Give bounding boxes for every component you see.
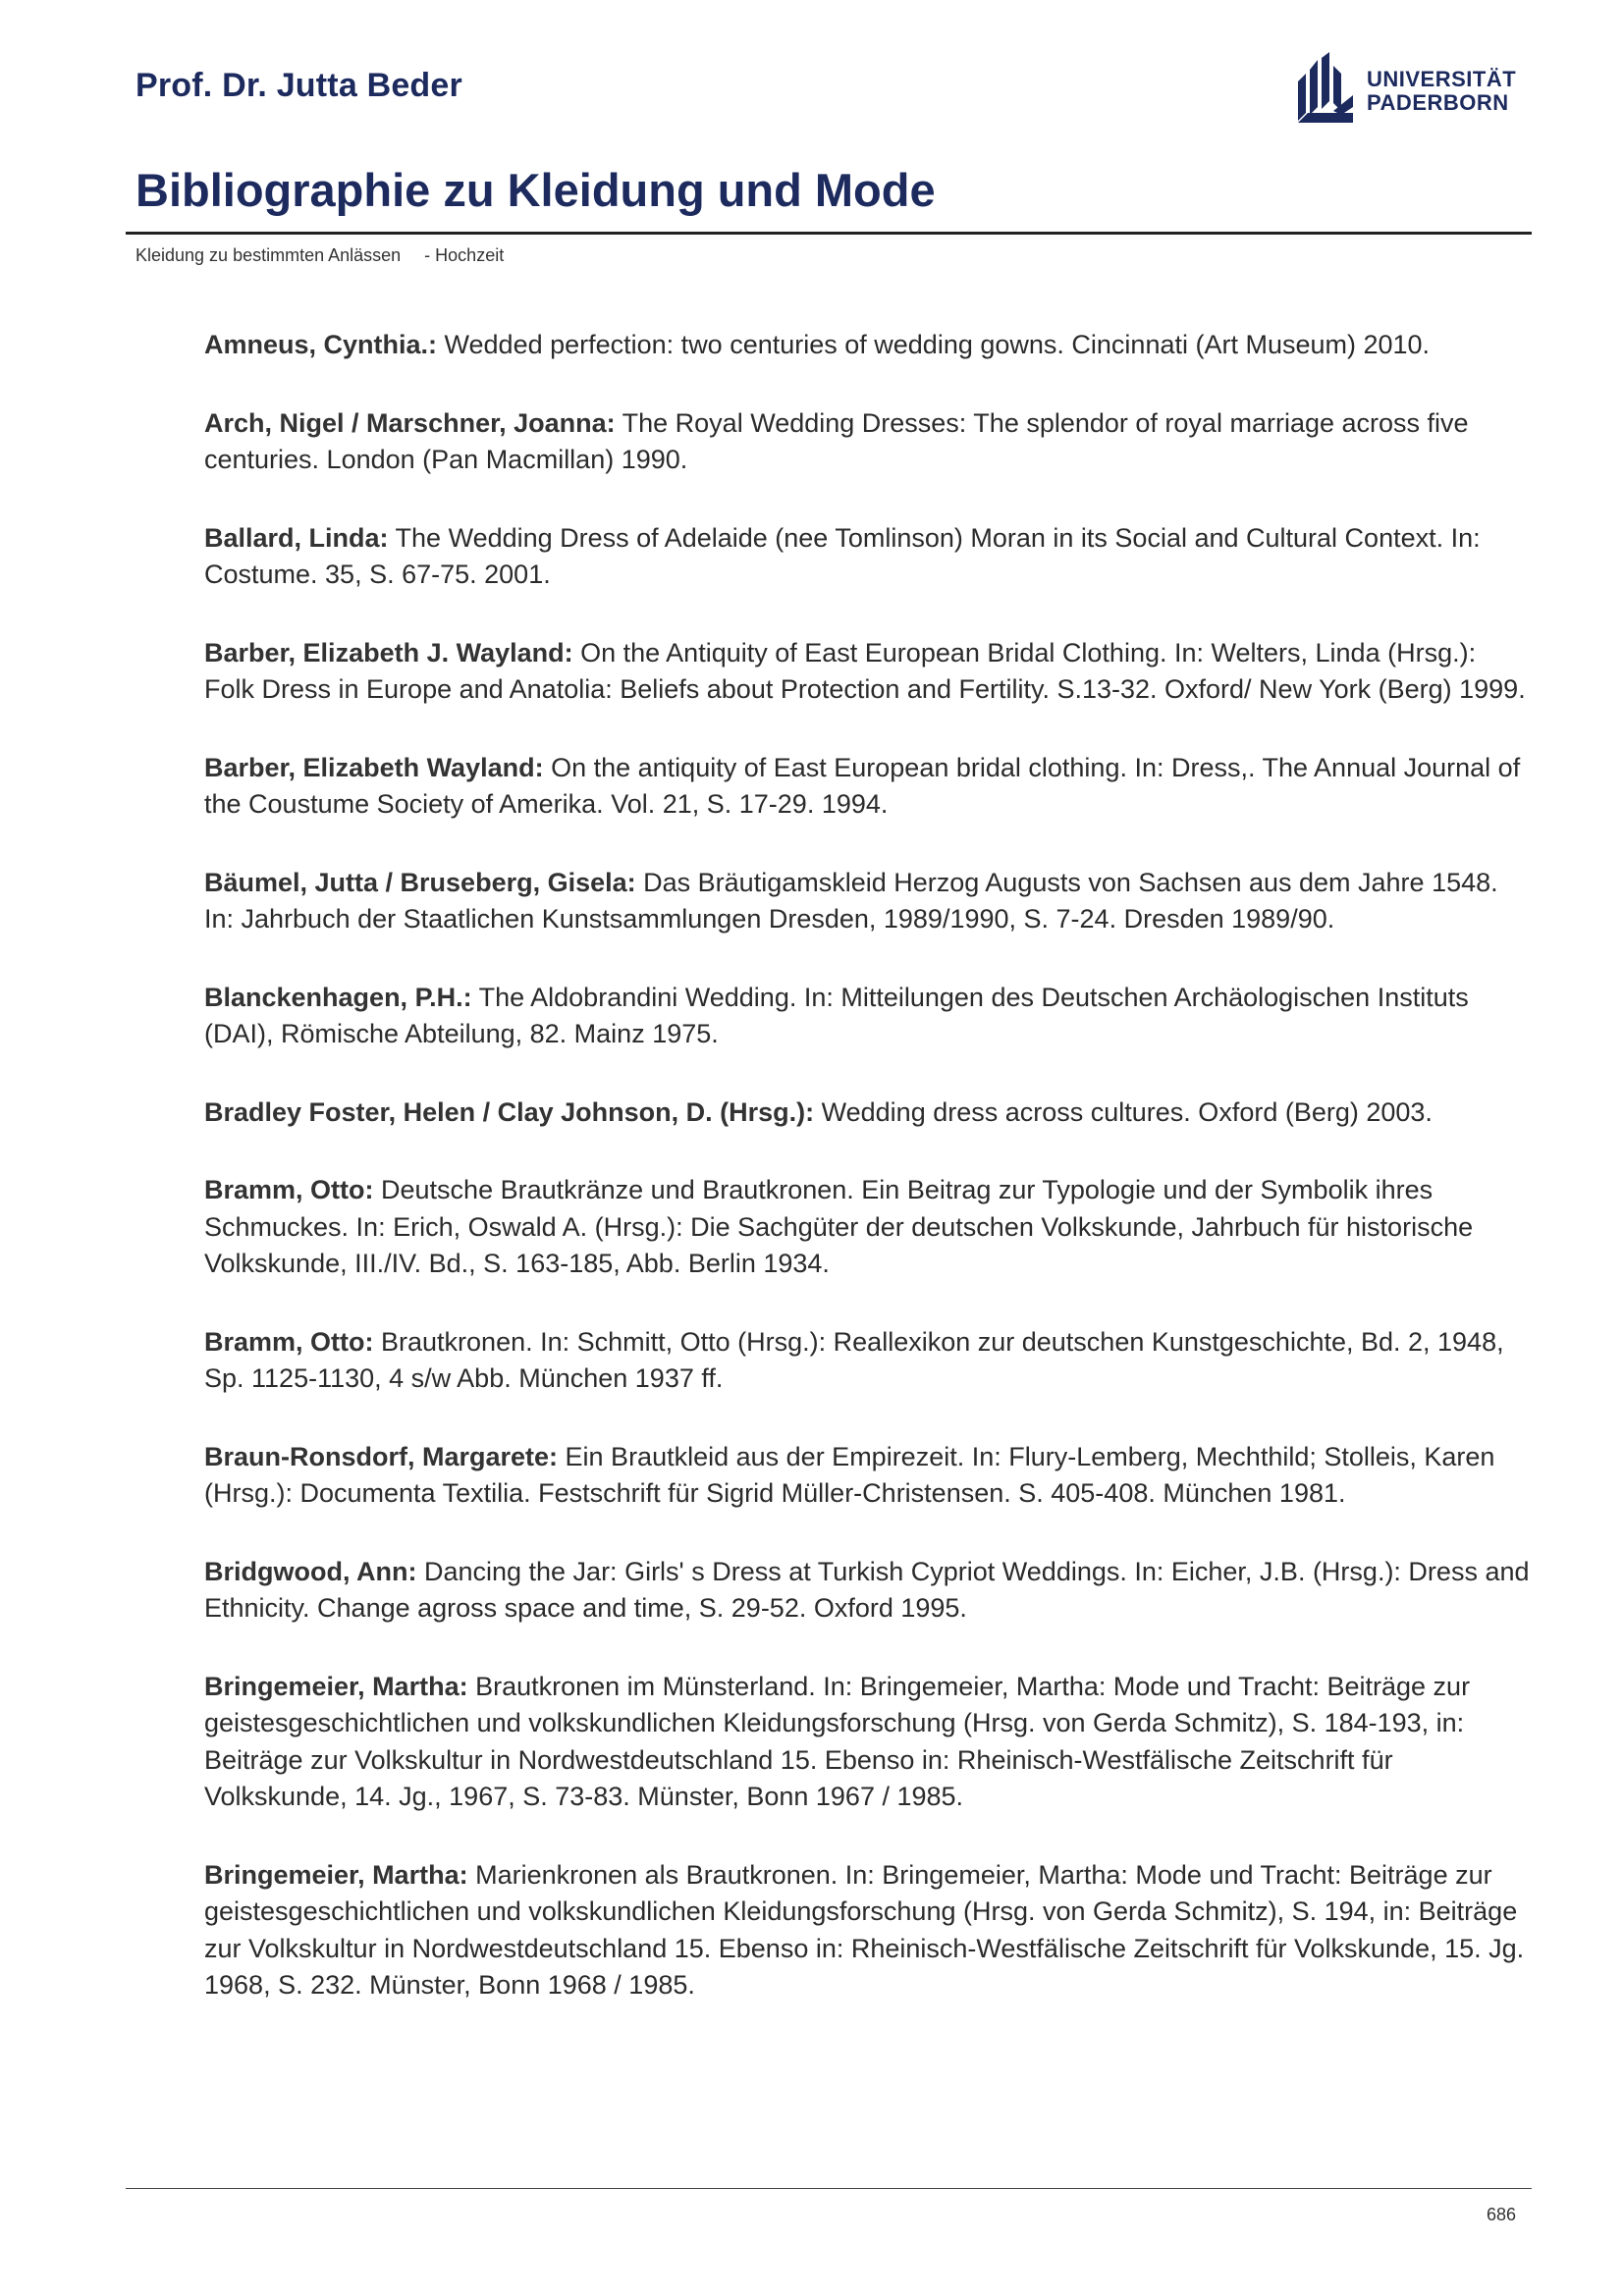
bibliography-entry bbox=[204, 405, 1530, 479]
logo-line-2: PADERBORN bbox=[1367, 90, 1509, 115]
bibliography-entry bbox=[204, 1172, 1530, 1283]
university-paderborn-logo-icon bbox=[1294, 52, 1357, 131]
bibliography-entry bbox=[204, 750, 1530, 824]
entry-author: Barber, Elizabeth J. Wayland: bbox=[204, 637, 573, 667]
entry-text: Ein Brautkleid aus der Empirezeit. In: Flury-Lemberg, Mechthild; Stolleis, Karen (Hrsg.): Documenta Textilia. Festschrift für Sigrid Müller-Christensen. S. 405-408. München 1981. bbox=[204, 1441, 1495, 1508]
entry-text: Deutsche Brautkränze und Brautkronen. Ein Beitrag zur Typologie und der Symbolik ihres Schmuckes. In: Erich, Oswald A. (Hrsg.): Die Sachgüter der deutschen Volkskunde, Jahrbuch für historische Volkskunde, III./IV. Bd., S. 163-185, Abb. Berlin 1934. bbox=[204, 1175, 1474, 1278]
entry-text: On the Antiquity of East European Bridal Clothing. In: Welters, Linda (Hrsg.): Folk Dress in Europe and Anatolia: Beliefs about Protection and Fertility. S.13-32. Oxford/ New York (Berg) 1999. bbox=[204, 637, 1526, 704]
entry-author: Barber, Elizabeth Wayland: bbox=[204, 752, 544, 782]
bibliography-entry bbox=[204, 1857, 1530, 2004]
bibliography-entry bbox=[204, 520, 1530, 594]
entry-author: Bramm, Otto: bbox=[204, 1326, 374, 1357]
entry-author: Bringemeier, Martha: bbox=[204, 1671, 468, 1701]
bibliography-entry bbox=[204, 1095, 1530, 1132]
entry-text: Das Bräutigamskleid Herzog Augusts von Sachsen aus dem Jahre 1548. In: Jahrbuch der Staatlichen Kunstsammlungen Dresden, 1989/1990, S. 7-24. Dresden 1989/90. bbox=[204, 867, 1498, 934]
entry-author: Ballard, Linda: bbox=[204, 522, 389, 553]
logo-line-1: UNIVERSITÄT bbox=[1367, 67, 1517, 91]
entry-author: Blanckenhagen, P.H.: bbox=[204, 982, 472, 1012]
entry-author: Bradley Foster, Helen / Clay Johnson, D. (Hrsg.): bbox=[204, 1096, 815, 1127]
entry-author: Bridgwood, Ann: bbox=[204, 1556, 417, 1586]
entry-text: Brautkronen im Münsterland. In: Bringemeier, Martha: Mode und Tracht: Beiträge zur geistesgeschichtlichen und volkskundlichen Kleidungsforschung (Hrsg. von Gerda Schmitz), S. 184-193, in: Beiträge zur Volkskultur in Nordwestdeutschland 15. Ebenso in: Rheinisch-Westfälische Zeitschrift für Volkskunde, 14. Jg., 1967, S. 73-83. Münster, Bonn 1967 / 1985. bbox=[204, 1671, 1471, 1811]
footer-divider bbox=[126, 2188, 1532, 2189]
page-number: 686 bbox=[1487, 2205, 1517, 2224]
author-name: Prof. Dr. Jutta Beder bbox=[135, 67, 462, 104]
bibliography-entry bbox=[204, 980, 1530, 1053]
breadcrumb bbox=[135, 245, 504, 266]
entry-text: Marienkronen als Brautkronen. In: Bringemeier, Martha: Mode und Tracht: Beiträge zur geistesgeschichtlichen und volkskundlichen Kleidungsforschung (Hrsg. von Gerda Schmitz), S. 194, in: Beiträge zur Volkskultur in Nordwestdeutschland 15. Ebenso in: Rheinisch-Westfälische Zeitschrift für Volkskunde, 15. Jg. 1968, S. 232. Münster, Bonn 1968 / 1985. bbox=[204, 1859, 1525, 2000]
entry-text: The Aldobrandini Wedding. In: Mitteilungen des Deutschen Archäologischen Instituts (DAI), Römische Abteilung, 82. Mainz 1975. bbox=[204, 982, 1469, 1048]
entry-text: Wedded perfection: two centuries of wedding gowns. Cincinnati (Art Museum) 2010. bbox=[437, 330, 1431, 359]
title-divider bbox=[126, 232, 1532, 235]
university-logo bbox=[1294, 51, 1530, 132]
document-title: Bibliographie zu Kleidung und Mode bbox=[135, 164, 936, 216]
entry-author: Bäumel, Jutta / Bruseberg, Gisela: bbox=[204, 867, 636, 897]
entry-text: Dancing the Jar: Girls' s Dress at Turkish Cypriot Weddings. In: Eicher, J.B. (Hrsg.): Dress and Ethnicity. Change agross space and time, S. 29-52. Oxford 1995. bbox=[204, 1556, 1530, 1623]
bibliography-list bbox=[204, 327, 1530, 2046]
entry-text: Wedding dress across cultures. Oxford (Berg) 2003. bbox=[814, 1096, 1433, 1127]
bibliography-entry bbox=[204, 1554, 1530, 1628]
bibliography-entry bbox=[204, 865, 1530, 938]
entry-author: Arch, Nigel / Marschner, Joanna: bbox=[204, 407, 616, 438]
logo-wordmark bbox=[1367, 68, 1516, 115]
entry-author: Bringemeier, Martha: bbox=[204, 1859, 468, 1890]
bibliography-entry bbox=[204, 327, 1530, 364]
entry-author: Braun-Ronsdorf, Margarete: bbox=[204, 1441, 559, 1471]
bibliography-entry bbox=[204, 1324, 1530, 1398]
entry-text: The Royal Wedding Dresses: The splendor of royal marriage across five centuries. London (Pan Macmillan) 1990. bbox=[204, 407, 1469, 474]
entry-text: Brautkronen. In: Schmitt, Otto (Hrsg.): Reallexikon zur deutschen Kunstgeschichte, Bd. 2, 1948, Sp. 1125-1130, 4 s/w Abb. München 1937 ff. bbox=[204, 1326, 1504, 1393]
entry-author: Amneus, Cynthia.: bbox=[204, 330, 438, 359]
entry-text: The Wedding Dress of Adelaide (nee Tomlinson) Moran in its Social and Cultural Context. In: Costume. 35, S. 67-75. 2001. bbox=[204, 522, 1481, 589]
bibliography-entry bbox=[204, 1669, 1530, 1816]
entry-author: Bramm, Otto: bbox=[204, 1175, 374, 1204]
breadcrumb-subcategory: - Hochzeit bbox=[424, 245, 505, 265]
bibliography-entry bbox=[204, 635, 1530, 709]
bibliography-entry bbox=[204, 1439, 1530, 1513]
breadcrumb-category: Kleidung zu bestimmten Anlässen bbox=[135, 245, 402, 265]
entry-text: On the antiquity of East European bridal clothing. In: Dress,. The Annual Journal of the Coustume Society of Amerika. Vol. 21, S. 17-29. 1994. bbox=[204, 752, 1521, 819]
